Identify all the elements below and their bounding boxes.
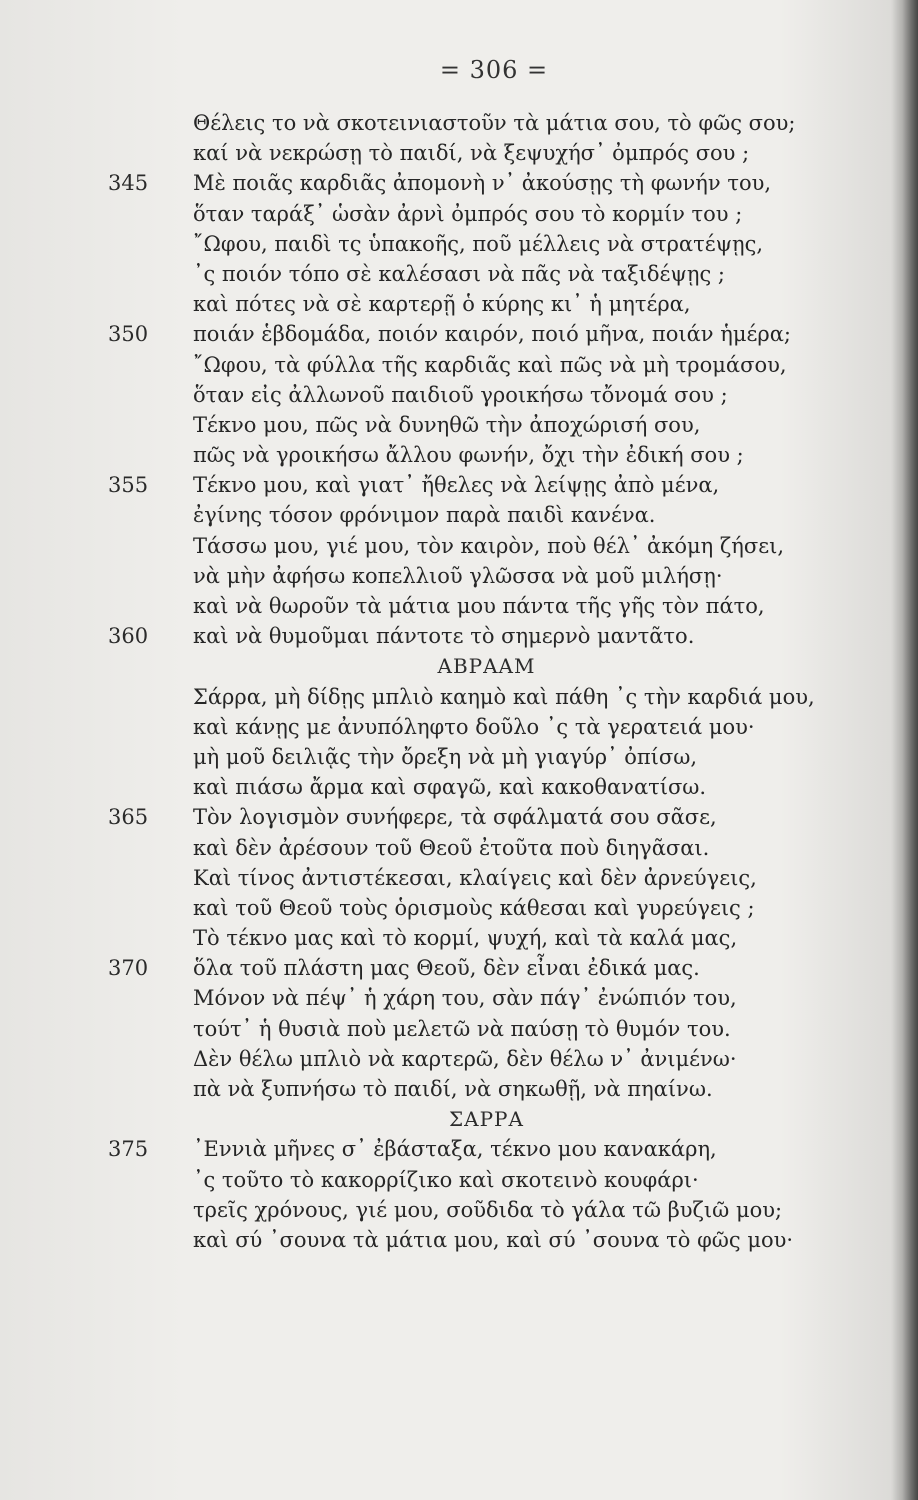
verse-text: καὶ κάνῃς με ἀνυπόληφτο δοῦλο ᾽ς τὰ γερατειά μου·	[193, 714, 755, 739]
verse-text: ῎Ωφου, τὰ φύλλα τῆς καρδιᾶς καὶ πῶς νὰ μὴ τρομάσου,	[193, 352, 787, 377]
verse-line	[0, 1195, 918, 1225]
verse-line	[0, 1014, 918, 1044]
verse-line	[0, 591, 918, 621]
verse-text: καὶ νὰ θυμοῦμαι πάντοτε τὸ σημερνὸ μαντᾶτο.	[193, 624, 695, 649]
verse-text: ὅταν εἰς ἀλλωνοῦ παιδιοῦ γροικήσω τὄνομά σου ;	[193, 382, 728, 407]
verse-line	[0, 742, 918, 772]
verse-line	[0, 440, 918, 470]
verse-line	[0, 470, 918, 500]
line-number: 370	[108, 956, 149, 981]
verse-text: νὰ μὴν ἀφήσω κοπελλιοῦ γλῶσσα νὰ μοῦ μιλήσῃ·	[193, 563, 723, 588]
speaker-name: ΣΑΡΡΑ	[449, 1107, 524, 1132]
verse-line	[0, 772, 918, 802]
verse-line	[0, 108, 918, 138]
verse-line	[0, 802, 918, 832]
verse-text: Θέλεις το νὰ σκοτεινιαστοῦν τὰ μάτια σου, τὸ φῶς σου;	[193, 111, 796, 135]
verse-text: καὶ νὰ θωροῦν τὰ μάτια μου πάντα τῆς γῆς τὸν πάτο,	[193, 594, 765, 618]
verse-line	[0, 682, 918, 712]
verse-line	[0, 199, 918, 229]
verse-line	[0, 168, 918, 198]
verse-line	[0, 1074, 918, 1104]
verse-line	[0, 289, 918, 319]
verse-text: καὶ σύ ᾽σουνα τὰ μάτια μου, καὶ σύ ᾽σουνα τὸ φῶς μου·	[193, 1227, 794, 1252]
verse-line	[0, 1134, 918, 1164]
verse-line	[0, 380, 918, 410]
verse-line	[0, 561, 918, 591]
line-number: 365	[108, 805, 149, 830]
verse-text: πῶς νὰ γροικήσω ἄλλου φωνήν, ὄχι τὴν ἐδική σου ;	[193, 443, 744, 468]
line-number: 360	[108, 624, 149, 649]
verse-text: μὴ μοῦ δειλιᾷς τὴν ὄρεξη νὰ μὴ γιαγύρ᾽ ὀπίσω,	[193, 744, 698, 769]
verse-text: ᾽ς ποιόν τόπο σὲ καλέσασι νὰ πᾶς νὰ ταξιδέψῃς ;	[193, 261, 725, 286]
verse-text: ὅταν ταράξ᾽ ὡσὰν ἀρνὶ ὀμπρός σου τὸ κορμίν του ;	[193, 201, 743, 226]
verse-text: Σάρρα, μὴ δίδῃς μπλιὸ καημὸ καὶ πάθη ᾽ς τὴν καρδιά μου,	[193, 684, 815, 709]
verse-text: πὰ νὰ ξυπνήσω τὸ παιδί, νὰ σηκωθῇ, νὰ πηαίνω.	[193, 1077, 713, 1101]
verse-text: Τέκνο μου, πῶς νὰ δυνηθῶ τὴν ἀποχώρισή σου,	[193, 412, 701, 437]
verse-text: καὶ τοῦ Θεοῦ τοὺς ὁρισμοὺς κάθεσαι καὶ γυρεύγεις ;	[193, 895, 755, 920]
verse-line	[0, 833, 918, 863]
line-number: 375	[108, 1137, 149, 1162]
verse-line	[0, 500, 918, 530]
verse-text: Τὸν λογισμὸν συνήφερε, τὰ σφάλματά σου σᾶσε,	[193, 805, 717, 830]
verse-text: καὶ πότες νὰ σὲ καρτερῇ ὁ κύρης κι᾽ ἡ μητέρα,	[193, 292, 691, 317]
verse-text: τούτ᾽ ἡ θυσιὰ ποὺ μελετῶ νὰ παύσῃ τὸ θυμόν του.	[193, 1016, 731, 1041]
verse-text: Δὲν θέλω μπλιὸ νὰ καρτερῶ, δὲν θέλω ν᾽ ἀνιμένω·	[193, 1046, 737, 1071]
verse-line	[0, 953, 918, 983]
verse-line	[0, 983, 918, 1013]
verse-line	[0, 319, 918, 349]
verse-text: Μὲ ποιᾶς καρδιᾶς ἀπομονὴ ν᾽ ἀκούσῃς τὴ φωνήν του,	[193, 171, 772, 196]
verse-line	[0, 138, 918, 168]
verse-line	[0, 712, 918, 742]
verse-text: τρεῖς χρόνους, γιέ μου, σοῦδιδα τὸ γάλα τῶ βυζιῶ μου;	[193, 1197, 783, 1222]
speaker-name: ΑΒΡΑΑΜ	[437, 654, 536, 679]
verse-text: ῎Ωφου, παιδὶ τς ὑπακοῆς, ποῦ μέλλεις νὰ στρατέψῃς,	[193, 231, 764, 256]
line-number: 350	[108, 322, 149, 347]
verse-text: ᾽Εννιὰ μῆνες σ᾽ ἐβάσταξα, τέκνο μου κανακάρη,	[193, 1137, 717, 1162]
verse-line	[0, 1044, 918, 1074]
poem-text	[0, 108, 918, 1255]
line-number: 355	[108, 473, 149, 498]
verse-text: καὶ δὲν ἀρέσουν τοῦ Θεοῦ ἐτοῦτα ποὺ διηγᾶσαι.	[193, 835, 710, 860]
verse-text: καὶ πιάσω ἄρμα καὶ σφαγῶ, καὶ κακοθανατίσω.	[193, 775, 707, 800]
verse-text: Μόνον νὰ πέψ᾽ ἡ χάρη του, σὰν πάγ᾽ ἐνώπιόν του,	[193, 986, 737, 1011]
verse-line	[0, 923, 918, 953]
verse-text: Καὶ τίνος ἀντιστέκεσαι, κλαίγεις καὶ δὲν ἀρνεύγεις,	[193, 865, 757, 890]
verse-text: ὅλα τοῦ πλάστη μας Θεοῦ, δὲν εἶναι ἐδικά μας.	[193, 956, 700, 981]
verse-line	[0, 350, 918, 380]
verse-text: Τάσσω μου, γιέ μου, τὸν καιρὸν, ποὺ θέλ᾽ ἀκόμη ζήσει,	[193, 533, 784, 558]
page-number: = 306 =	[439, 56, 549, 84]
verse-text: Τέκνο μου, καὶ γιατ᾽ ἤθελες νὰ λείψῃς ἀπὸ μένα,	[193, 473, 720, 498]
verse-line	[0, 410, 918, 440]
verse-line	[0, 531, 918, 561]
verse-line	[0, 229, 918, 259]
verse-text: ᾽ς τοῦτο τὸ κακορρίζικο καὶ σκοτεινὸ κουφάρι·	[193, 1167, 699, 1192]
line-number: 345	[108, 171, 149, 196]
verse-line	[0, 863, 918, 893]
verse-line	[0, 621, 918, 651]
verse-text: Τὸ τέκνο μας καὶ τὸ κορμί, ψυχή, καὶ τὰ καλά μας,	[193, 926, 738, 951]
verse-text: ἐγίνης τόσον φρόνιμον παρὰ παιδὶ κανένα.	[193, 503, 656, 528]
verse-text: καί νὰ νεκρώσῃ τὸ παιδί, νὰ ξεψυχήσ᾽ ὀμπρός σου ;	[193, 141, 750, 166]
verse-line	[0, 1225, 918, 1255]
verse-text: ποιάν ἑβδομάδα, ποιόν καιρόν, ποιό μῆνα, ποιάν ἡμέρα;	[193, 322, 791, 347]
verse-line	[0, 893, 918, 923]
verse-line	[0, 259, 918, 289]
verse-line	[0, 1165, 918, 1195]
